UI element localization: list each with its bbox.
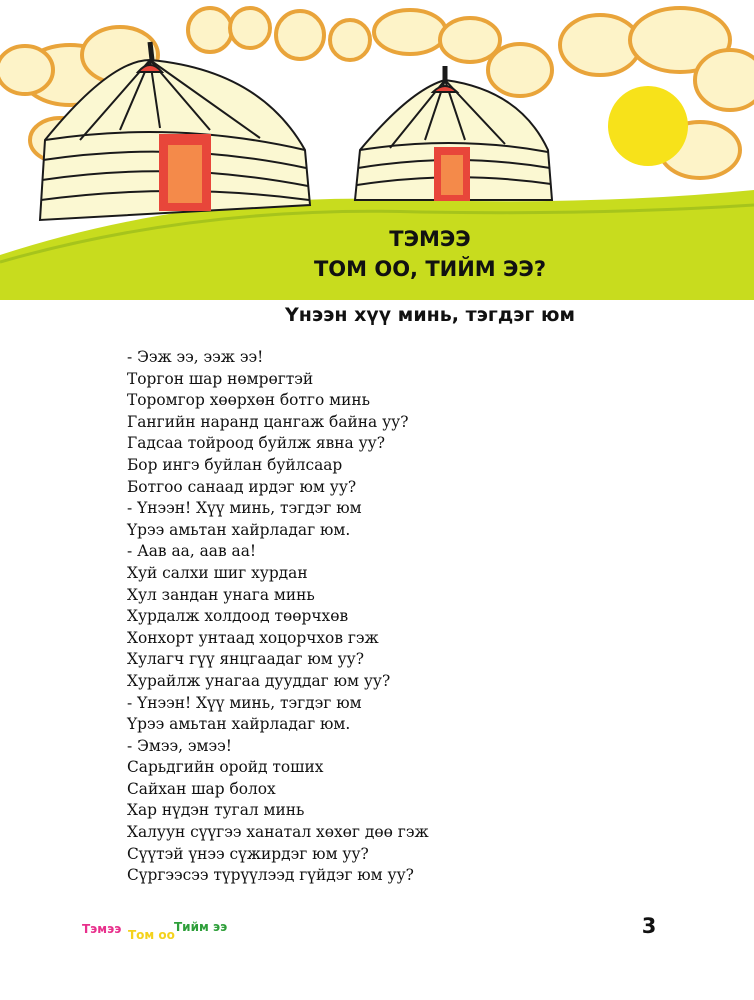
poem-line: - Үнээн! Хүү минь, тэгдэг юм xyxy=(127,499,362,518)
page-title-line-1: ТЭМЭЭ xyxy=(389,227,471,251)
poem-line: Хар нүдэн тугал минь xyxy=(127,801,305,820)
poem-line: - Эмээ, эмээ! xyxy=(127,736,232,755)
poem-line: - Аав аа, аав аа! xyxy=(127,542,257,561)
page-title-line-2: ТОМ ОО, ТИЙМ ЭЭ? xyxy=(313,257,547,281)
poem-line: Гадсаа тойроод буйлж явна уу? xyxy=(127,434,385,453)
poem-line: Хонхорт унтаад хоцорчхов гэж xyxy=(127,628,379,647)
poem-line: Торгон шар нөмрөгтэй xyxy=(127,369,314,388)
poem-line: Хурайлж унагаа дууддаг юм уу? xyxy=(127,671,391,690)
poem-line: Торомгор хөөрхөн ботго минь xyxy=(127,391,370,410)
poem-line: Үрээ амьтан хайрладаг юм. xyxy=(127,715,351,734)
footer-logo-part: Тийм ээ xyxy=(174,920,228,934)
poem-line: Хул зандан унага минь xyxy=(127,585,315,604)
poem-line: - Үнээн! Хүү минь, тэгдэг юм xyxy=(127,693,362,712)
footer-logo-part: Тэмээ xyxy=(82,922,122,936)
page-title xyxy=(160,224,700,284)
poem-line: - Ээж ээ, ээж ээ! xyxy=(127,348,264,366)
poem-line: Хуй салхи шиг хурдан xyxy=(127,563,308,582)
poem-line: Гангийн наранд цангаж байна уу? xyxy=(127,412,409,431)
poem-line: Сайхан шар болох xyxy=(127,779,276,798)
poem-line: Бор ингэ буйлан буйлсаар xyxy=(127,455,343,474)
footer-logo xyxy=(82,918,282,946)
poem-subtitle: Үнээн хүү минь, тэгдэг юм xyxy=(285,304,575,326)
poem-line: Сүүтэй үнээ сүжирдэг юм уу? xyxy=(127,844,369,863)
poem-line: Ботгоо санаад ирдэг юм уу? xyxy=(127,477,357,496)
poem-line: Үрээ амьтан хайрладаг юм. xyxy=(127,520,351,539)
poem-line: Сарьдгийн оройд тоших xyxy=(127,758,324,777)
poem-line: Халуун сүүгээ ханатал хөхөг дөө гэж xyxy=(127,823,429,842)
poem-line: Хурдалж холдоод төөрчхөв xyxy=(127,607,349,626)
poem-line: Хулагч гүү янцгаадаг юм уу? xyxy=(127,650,364,669)
footer-logo-part: Том оо xyxy=(128,928,175,942)
sun-icon xyxy=(608,86,688,166)
poem-text xyxy=(127,347,607,887)
poem-line: Сүргээсээ түрүүлээд гүйдэг юм уу? xyxy=(127,866,414,885)
page-number: 3 xyxy=(641,914,657,938)
